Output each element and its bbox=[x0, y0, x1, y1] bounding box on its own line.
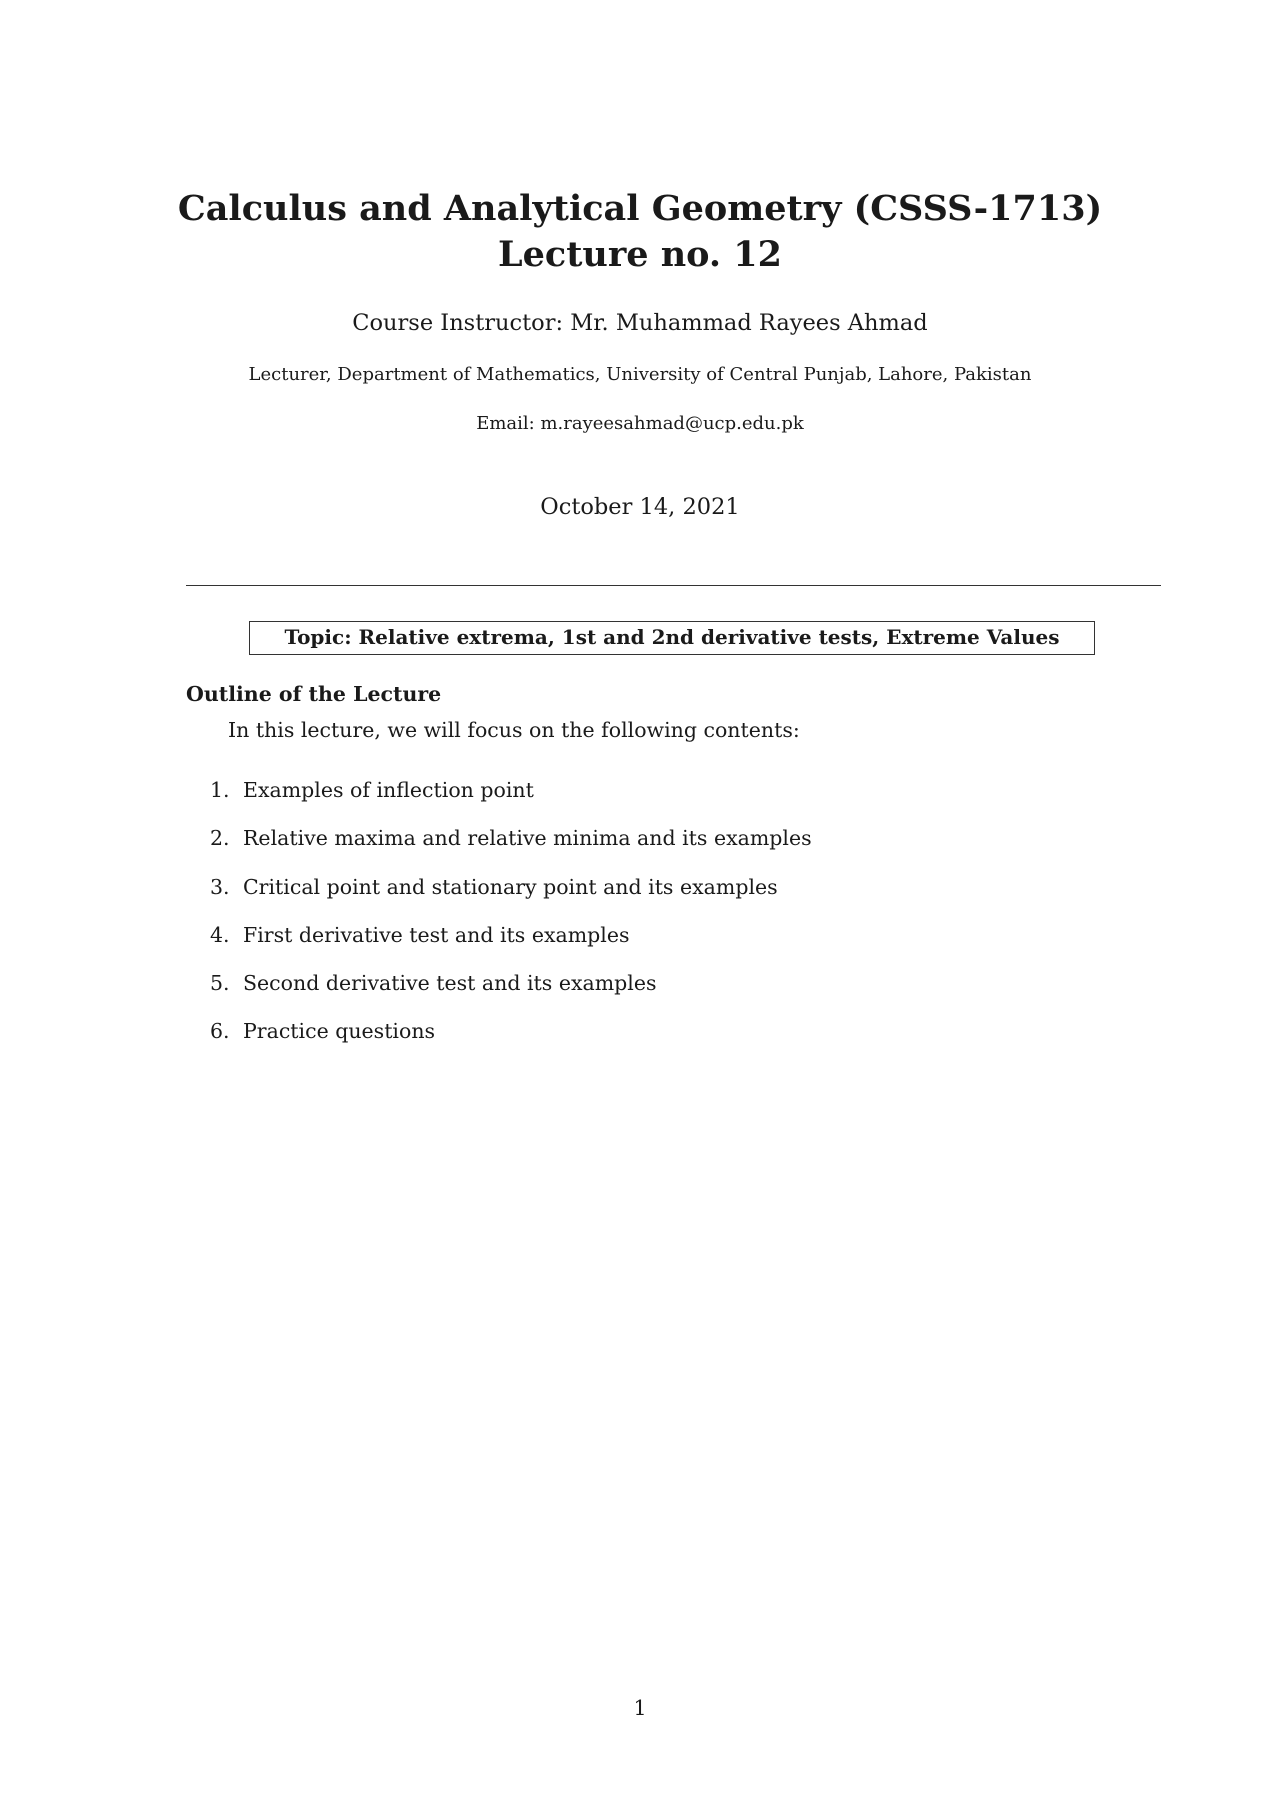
list-item-number: 3. bbox=[210, 874, 230, 899]
list-item bbox=[210, 923, 812, 971]
horizontal-divider bbox=[186, 585, 1161, 586]
lecture-number: Lecture no. 12 bbox=[498, 234, 782, 275]
outline-list bbox=[210, 778, 812, 1068]
outline-intro: In this lecture, we will focus on the following contents: bbox=[228, 718, 800, 742]
list-item bbox=[210, 826, 812, 874]
list-item-number: 1. bbox=[210, 778, 230, 802]
list-item-text: Relative maxima and relative minima and its examples bbox=[243, 826, 812, 851]
list-item-text: Second derivative test and its examples bbox=[243, 971, 657, 996]
course-title: Calculus and Analytical Geometry (CSSS-1713) bbox=[177, 188, 1103, 229]
list-item-text: Practice questions bbox=[243, 1019, 436, 1044]
lecture-date: October 14, 2021 bbox=[540, 494, 740, 520]
list-item-number: 6. bbox=[210, 1019, 230, 1044]
list-item bbox=[210, 875, 812, 923]
page-number: 1 bbox=[633, 1696, 647, 1720]
list-item-text: Examples of inflection point bbox=[243, 778, 534, 802]
list-item-number: 4. bbox=[210, 922, 230, 947]
instructor-affiliation: Lecturer, Department of Mathematics, University of Central Punjab, Lahore, Pakistan bbox=[248, 364, 1032, 385]
list-item bbox=[210, 778, 812, 826]
instructor-email: Email: m.rayeesahmad@ucp.edu.pk bbox=[476, 413, 804, 434]
list-item-text: Critical point and stationary point and its examples bbox=[243, 874, 778, 899]
course-instructor: Course Instructor: Mr. Muhammad Rayees Ahmad bbox=[352, 310, 928, 336]
list-item bbox=[210, 1019, 812, 1067]
title-block bbox=[0, 186, 1280, 278]
list-item bbox=[210, 971, 812, 1019]
outline-heading: Outline of the Lecture bbox=[186, 682, 442, 706]
list-item-number: 2. bbox=[210, 826, 230, 851]
topic-box: Topic: Relative extrema, 1st and 2nd derivative tests, Extreme Values bbox=[249, 621, 1095, 655]
list-item-text: First derivative test and its examples bbox=[243, 922, 630, 947]
list-item-number: 5. bbox=[210, 971, 230, 996]
